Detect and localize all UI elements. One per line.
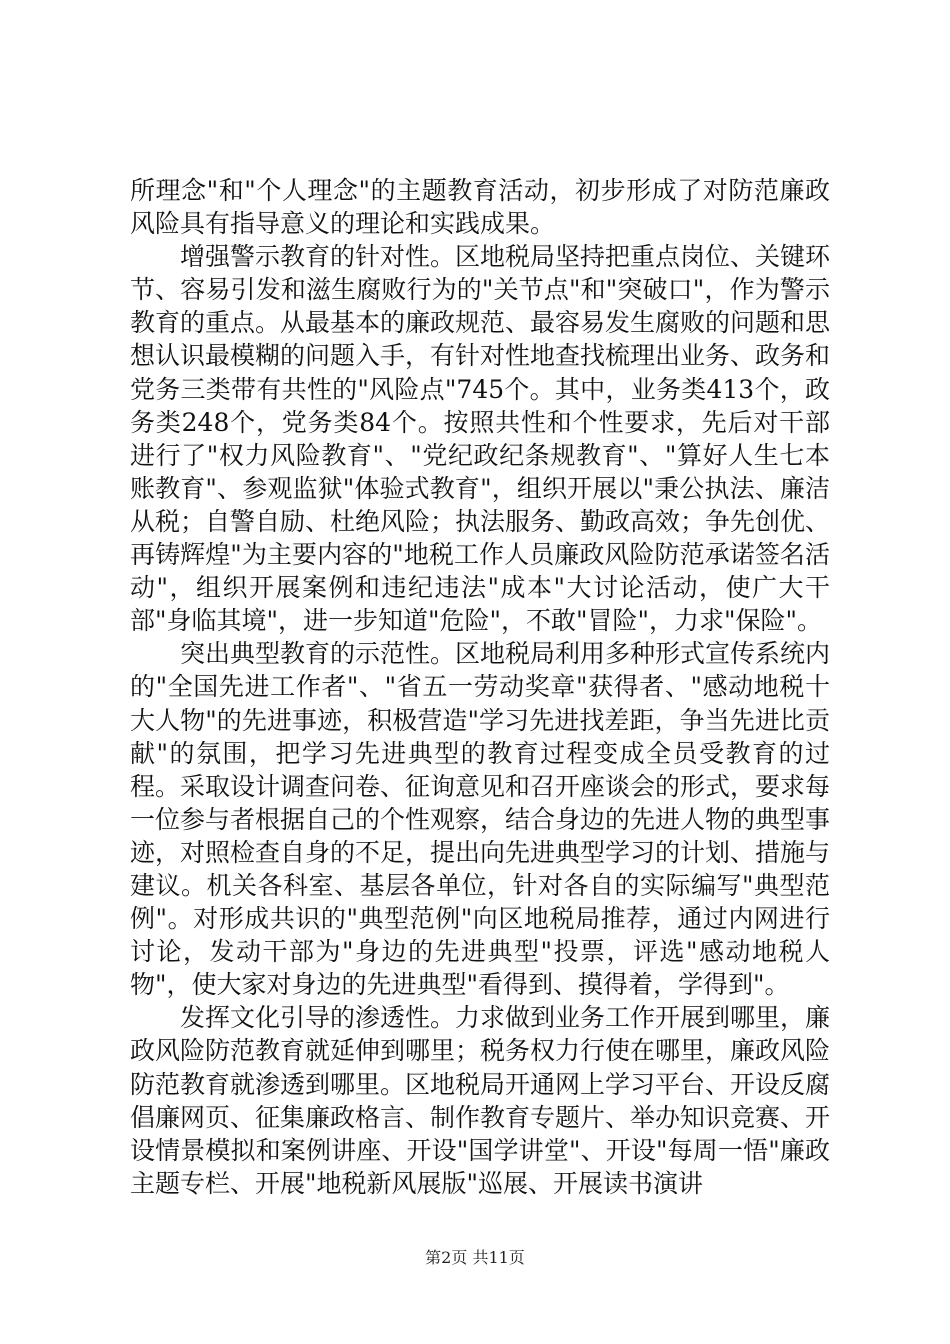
- page-footer: 第2页 共11页: [425, 1248, 525, 1267]
- paragraph-model-education: 突出典型教育的示范性。区地税局利用多种形式宣传系统内的"全国先进工作者"、"省五一劳动奖章"获得者、"感动地税十大人物"的先进事迹，积极营造"学习先进找差距，争当先进比贡献"的氛围，把学习先进典型的教育过程变成全员受教育的过程。采取设计调查问卷、征询意见和召开座谈会的形式，要求每一位参与者根据自己的个性观察，结合身边的先进人物的典型事迹，对照检查自身的不足，提出向先进典型学习的计划、措施与建议。机关各科室、基层各单位，针对各自的实际编写"典型范例"。对形成共识的"典型范例"向区地税局推荐，通过内网进行讨论，发动干部为"身边的先进典型"投票，评选"感动地税人物"，使大家对身边的先进典型"看得到、摸得着，学得到"。: [130, 639, 831, 1000]
- paragraph-warning-education: 增强警示教育的针对性。区地税局坚持把重点岗位、关键环节、容易引发和滋生腐败行为的"关节点"和"突破口"，作为警示教育的重点。从最基本的廉政规范、最容易发生腐败的问题和思想认识最模糊的问题入手，有针对性地查找梳理出业务、政务和党务三类带有共性的"风险点"745个。其中，业务类413个，政务类248个，党务类84个。按照共性和个性要求，先后对干部进行了"权力风险教育"、"党纪政纪条规教育"、"算好人生七本账教育"、参观监狱"体验式教育"，组织开展以"秉公执法、廉洁从税；自警自励、杜绝风险；执法服务、勤政高效；争先创优、再铸辉煌"为主要内容的"地税工作人员廉政风险防范承诺签名活动"，组织开展案例和违纪违法"成本"大讨论活动，使广大干部"身临其境"，进一步知道"危险"，不敢"冒险"，力求"保险"。: [130, 242, 831, 636]
- document-body: [130, 174, 830, 1200]
- paragraph-continued: 所理念"和"个人理念"的主题教育活动，初步形成了对防范廉政风险具有指导意义的理论和实践成果。: [130, 176, 830, 239]
- paragraph-cultural-guidance: 发挥文化引导的渗透性。力求做到业务工作开展到哪里，廉政风险防范教育就延伸到哪里；税务权力行使在哪里，廉政风险防范教育就渗透到哪里。区地税局开通网上学习平台、开设反腐倡廉网页、征集廉政格言、制作教育专题片、举办知识竞赛、开设情景模拟和案例讲座、开设"国学讲堂"、开设"每周一悟"廉政主题专栏、开展"地税新风展版"巡展、开展读书演讲: [130, 1003, 831, 1198]
